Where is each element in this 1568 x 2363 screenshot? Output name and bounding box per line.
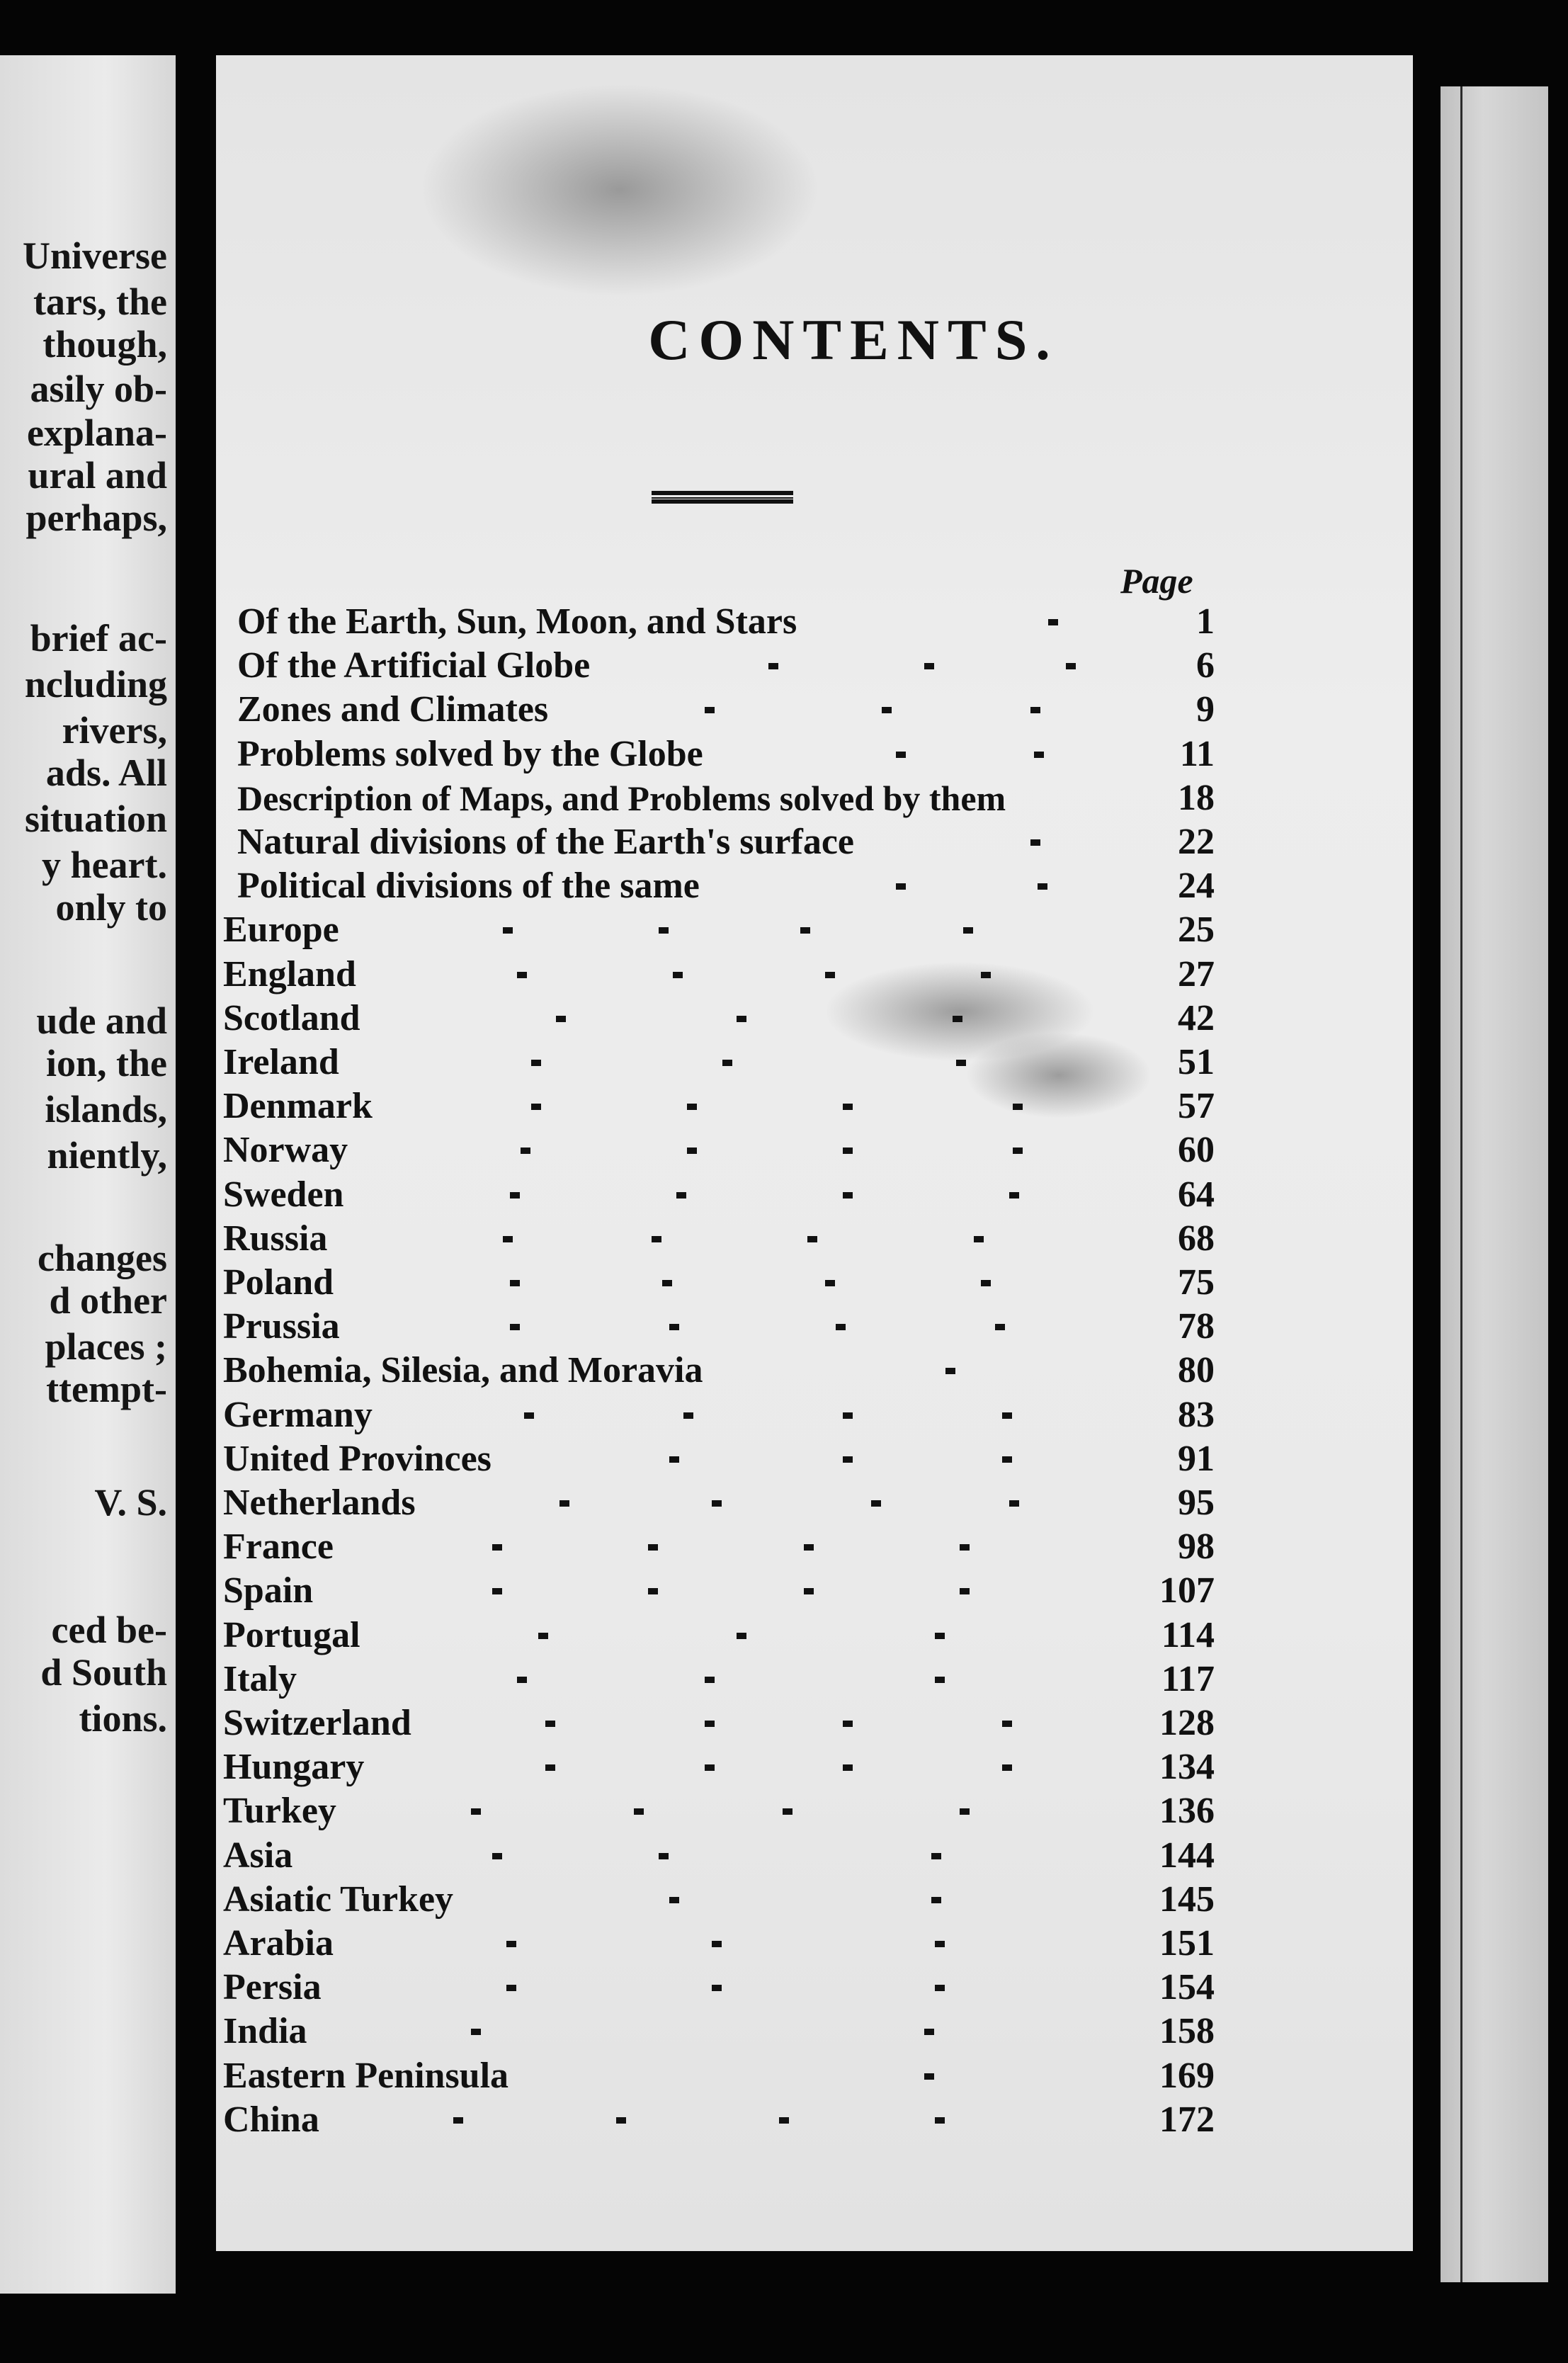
toc-entry-page-number: 145	[1159, 1878, 1215, 1920]
leader-dash	[836, 1324, 846, 1330]
toc-entry-page-number: 80	[1178, 1350, 1215, 1391]
leader-dash	[556, 1016, 566, 1022]
leader-dash	[768, 663, 778, 669]
leader-dash	[1009, 1500, 1019, 1507]
leader-dash	[981, 972, 991, 978]
toc-entry	[216, 1835, 1413, 1877]
toc-entry-page-number: 75	[1178, 1262, 1215, 1303]
toc-entry-title: England	[223, 953, 356, 994]
left-page-text-line: changes	[37, 1237, 167, 1279]
toc-entry-page-number: 24	[1178, 866, 1215, 907]
toc-entry-title: Denmark	[223, 1086, 373, 1127]
toc-entry-title: Hungary	[223, 1747, 365, 1788]
leader-dash	[510, 1192, 520, 1198]
leader-dash	[935, 1941, 945, 1947]
toc-entry-page-number: 114	[1161, 1614, 1215, 1655]
toc-entry-title: Problems solved by the Globe	[237, 733, 703, 774]
left-facing-page	[0, 55, 176, 2294]
leader-dash	[634, 1808, 644, 1815]
toc-entry	[216, 953, 1413, 996]
left-page-text-line: d other	[49, 1279, 167, 1322]
toc-entry-title: Norway	[223, 1130, 348, 1171]
leader-dash	[545, 1764, 555, 1771]
toc-entry-title: India	[223, 2011, 307, 2052]
toc-entry-page-number: 151	[1159, 1923, 1215, 1964]
left-page-text-line: ural and	[28, 454, 167, 497]
leader-dash	[524, 1412, 534, 1419]
leader-dash	[960, 1808, 970, 1815]
toc-entry-page-number: 134	[1159, 1747, 1215, 1788]
leader-dash	[669, 1456, 679, 1463]
toc-entry-title: Political divisions of the same	[237, 866, 700, 907]
leader-dash	[843, 1764, 853, 1771]
leader-dash	[669, 1897, 679, 1903]
leader-dash	[779, 2117, 789, 2124]
toc-entry-title: Germany	[223, 1394, 373, 1435]
toc-entry-title: Europe	[223, 910, 339, 951]
toc-entry	[216, 909, 1413, 951]
toc-entry-page-number: 11	[1179, 733, 1215, 774]
leader-dash	[1038, 883, 1047, 890]
leader-dash	[683, 1412, 693, 1419]
toc-entry-title: Bohemia, Silesia, and Moravia	[223, 1350, 703, 1391]
toc-entry	[216, 1526, 1413, 1568]
leader-dash	[1013, 1104, 1023, 1110]
toc-entry-page-number: 144	[1159, 1835, 1215, 1876]
toc-entry-title: Poland	[223, 1262, 334, 1303]
left-page-text-line: ude and	[36, 999, 167, 1042]
left-page-text-line: d South	[40, 1651, 167, 1694]
toc-entry-page-number: 6	[1196, 645, 1215, 686]
toc-entry-page-number: 60	[1178, 1130, 1215, 1171]
toc-entry-page-number: 22	[1178, 822, 1215, 862]
toc-entry-page-number: 107	[1159, 1570, 1215, 1611]
leader-dash	[931, 1853, 941, 1859]
left-page-text-line: perhaps,	[25, 497, 167, 539]
toc-entry-title: Switzerland	[223, 1703, 411, 1743]
toc-entry	[216, 2099, 1413, 2141]
leader-dash	[800, 927, 810, 934]
leader-dash	[676, 1192, 686, 1198]
toc-entry-title: United Provinces	[223, 1438, 492, 1479]
left-page-text-line: islands,	[45, 1088, 167, 1130]
toc-entry	[216, 2055, 1413, 2097]
leader-dash	[1002, 1764, 1012, 1771]
leader-dash	[843, 1192, 853, 1198]
leader-dash	[843, 1104, 853, 1110]
leader-dash	[924, 2073, 934, 2080]
toc-entry-page-number: 57	[1178, 1086, 1215, 1127]
leader-dash	[924, 663, 934, 669]
leader-dash	[935, 2117, 945, 2124]
left-page-text-line: places ;	[45, 1325, 167, 1368]
toc-entry-title: Turkey	[223, 1791, 336, 1832]
leader-dash	[1030, 839, 1040, 846]
left-page-text-line: explana-	[26, 412, 167, 454]
toc-entry	[216, 865, 1413, 907]
leader-dash	[843, 1412, 853, 1419]
toc-entry	[216, 1614, 1413, 1657]
toc-entry	[216, 1878, 1413, 1921]
title-rule	[652, 491, 793, 504]
leader-dash	[995, 1324, 1005, 1330]
leader-dash	[510, 1280, 520, 1286]
toc-entry	[216, 1966, 1413, 2009]
toc-entry-title: Description of Maps, and Problems solved by them	[237, 778, 1006, 818]
leader-dash	[956, 1060, 966, 1066]
toc-entry	[216, 1262, 1413, 1304]
leader-dash	[804, 1544, 814, 1551]
leader-dash	[825, 972, 835, 978]
toc-entry-title: Of the Earth, Sun, Moon, and Stars	[237, 601, 797, 642]
toc-entry	[216, 1482, 1413, 1524]
leader-dash	[737, 1633, 746, 1639]
leader-dash	[1009, 1192, 1019, 1198]
leader-dash	[924, 2029, 934, 2035]
toc-entry-page-number: 98	[1178, 1526, 1215, 1568]
toc-entry	[216, 821, 1413, 863]
leader-dash	[1048, 619, 1058, 625]
toc-entry-title: Ireland	[223, 1042, 339, 1082]
toc-entry-title: Portugal	[223, 1614, 360, 1655]
leader-dash	[843, 1456, 853, 1463]
leader-dash	[804, 1588, 814, 1594]
leader-dash	[453, 2117, 463, 2124]
leader-dash	[712, 1500, 722, 1507]
leader-dash	[843, 1721, 853, 1727]
leader-dash	[712, 1985, 722, 1991]
toc-entry-title: Asiatic Turkey	[223, 1878, 454, 1920]
leader-dash	[1002, 1721, 1012, 1727]
left-page-text-line: situation	[24, 798, 167, 840]
leader-dash	[517, 972, 527, 978]
toc-entry-page-number: 169	[1159, 2055, 1215, 2096]
leader-dash	[559, 1500, 569, 1507]
toc-entry	[216, 1438, 1413, 1480]
left-page-text-line: though,	[42, 323, 167, 366]
leader-dash	[538, 1633, 548, 1639]
leader-dash	[1002, 1456, 1012, 1463]
toc-entry-title: Zones and Climates	[237, 689, 549, 730]
leader-dash	[521, 1148, 530, 1154]
left-page-text-line: ced be-	[51, 1609, 167, 1651]
leader-dash	[960, 1588, 970, 1594]
toc-entry-page-number: 25	[1178, 910, 1215, 951]
leader-dash	[737, 1016, 746, 1022]
leader-dash	[705, 707, 715, 713]
next-page-edge	[1441, 86, 1548, 2282]
toc-entry	[216, 1570, 1413, 1612]
toc-entry-title: Scotland	[223, 997, 360, 1038]
leader-dash	[1034, 752, 1044, 758]
toc-entry-page-number: 172	[1159, 2099, 1215, 2140]
toc-entry-title: France	[223, 1526, 334, 1568]
leader-dash	[825, 1280, 835, 1286]
leader-dash	[517, 1677, 527, 1683]
left-page-text-line: rivers,	[62, 709, 167, 752]
toc-entry	[216, 1218, 1413, 1260]
leader-dash	[953, 1016, 962, 1022]
toc-entry	[216, 2010, 1413, 2053]
leader-dash	[659, 927, 669, 934]
toc-entry-title: Netherlands	[223, 1483, 416, 1523]
left-page-text-line: Universe	[23, 234, 167, 277]
leader-dash	[981, 1280, 991, 1286]
toc-entry-page-number: 1	[1196, 601, 1215, 642]
leader-dash	[712, 1941, 722, 1947]
page-column-heading: Page	[1120, 561, 1193, 601]
toc-entry	[216, 1129, 1413, 1172]
page-title: CONTENTS.	[648, 307, 1059, 372]
toc-entry-page-number: 158	[1159, 2011, 1215, 2052]
leader-dash	[705, 1677, 715, 1683]
leader-dash	[871, 1500, 881, 1507]
leader-dash	[545, 1721, 555, 1727]
toc-entry-page-number: 136	[1159, 1791, 1215, 1832]
leader-dash	[687, 1104, 697, 1110]
toc-entry	[216, 1305, 1413, 1348]
leader-dash	[896, 752, 906, 758]
toc-entry-page-number: 78	[1178, 1306, 1215, 1347]
toc-entry	[216, 1746, 1413, 1789]
leader-dash	[510, 1324, 520, 1330]
left-page-text-line: tions.	[79, 1697, 167, 1740]
toc-entry-title: Italy	[223, 1658, 297, 1699]
leader-dash	[807, 1236, 817, 1242]
leader-dash	[963, 927, 973, 934]
leader-dash	[531, 1060, 541, 1066]
toc-entry-title: Arabia	[223, 1923, 334, 1964]
leader-dash	[843, 1148, 853, 1154]
leader-dash	[652, 1236, 661, 1242]
toc-entry-page-number: 42	[1178, 997, 1215, 1038]
toc-entry-page-number: 9	[1196, 689, 1215, 730]
leader-dash	[503, 1236, 513, 1242]
leader-dash	[492, 1853, 502, 1859]
toc-entry-title: Asia	[223, 1835, 293, 1876]
leader-dash	[471, 2029, 481, 2035]
leader-dash	[960, 1544, 970, 1551]
toc-entry	[216, 1922, 1413, 1965]
toc-entry-title: Of the Artificial Globe	[237, 645, 591, 686]
toc-entry	[216, 601, 1413, 643]
toc-entry-title: Spain	[223, 1570, 314, 1611]
toc-entry-page-number: 128	[1159, 1703, 1215, 1743]
toc-entry	[216, 645, 1413, 687]
toc-entry	[216, 1394, 1413, 1436]
toc-entry-title: Eastern Peninsula	[223, 2055, 509, 2096]
toc-entry-title: Prussia	[223, 1306, 340, 1347]
contents-page	[216, 55, 1413, 2251]
toc-entry-title: Persia	[223, 1967, 322, 2008]
toc-entry-page-number: 68	[1178, 1218, 1215, 1259]
leader-dash	[1030, 707, 1040, 713]
leader-dash	[974, 1236, 984, 1242]
leader-dash	[492, 1544, 502, 1551]
left-page-text-line: V. S.	[94, 1481, 167, 1524]
toc-entry	[216, 1702, 1413, 1745]
leader-dash	[1066, 663, 1076, 669]
leader-dash	[931, 1897, 941, 1903]
left-page-text-line: asily ob-	[30, 368, 167, 410]
toc-entry-page-number: 83	[1178, 1394, 1215, 1435]
leader-dash	[882, 707, 892, 713]
leader-dash	[1013, 1148, 1023, 1154]
leader-dash	[935, 1677, 945, 1683]
toc-entry-page-number: 51	[1178, 1042, 1215, 1082]
leader-dash	[945, 1368, 955, 1374]
leader-dash	[659, 1853, 669, 1859]
toc-entry	[216, 733, 1413, 776]
left-page-text-line: y heart.	[42, 844, 167, 886]
left-page-text-line: tars, the	[33, 280, 167, 323]
toc-entry-page-number: 27	[1178, 953, 1215, 994]
left-page-text-line: brief ac-	[30, 617, 167, 659]
toc-entry	[216, 1658, 1413, 1701]
leader-dash	[492, 1588, 502, 1594]
leader-dash	[673, 972, 683, 978]
toc-entry	[216, 688, 1413, 731]
left-page-text-line: ads. All	[45, 752, 167, 794]
toc-entry-page-number: 18	[1178, 777, 1215, 818]
leader-dash	[506, 1985, 516, 1991]
leader-dash	[531, 1104, 541, 1110]
leader-dash	[506, 1941, 516, 1947]
left-page-text-line: niently,	[47, 1134, 167, 1177]
toc-entry	[216, 1041, 1413, 1084]
toc-entry-page-number: 154	[1159, 1967, 1215, 2008]
toc-entry-page-number: 117	[1161, 1658, 1215, 1699]
leader-dash	[722, 1060, 732, 1066]
toc-entry-title: Sweden	[223, 1174, 344, 1215]
ink-stain	[421, 84, 818, 296]
toc-entry	[216, 997, 1413, 1040]
leader-dash	[1002, 1412, 1012, 1419]
toc-entry-title: Russia	[223, 1218, 328, 1259]
leader-dash	[935, 1633, 945, 1639]
leader-dash	[705, 1764, 715, 1771]
leader-dash	[648, 1588, 658, 1594]
leader-dash	[896, 883, 906, 890]
left-page-text-line: ion, the	[45, 1042, 167, 1084]
toc-entry	[216, 1349, 1413, 1392]
leader-dash	[616, 2117, 626, 2124]
leader-dash	[503, 927, 513, 934]
toc-entry-page-number: 64	[1178, 1174, 1215, 1215]
leader-dash	[471, 1808, 481, 1815]
leader-dash	[669, 1324, 679, 1330]
toc-entry-page-number: 91	[1178, 1438, 1215, 1479]
leader-dash	[783, 1808, 792, 1815]
leader-dash	[935, 1985, 945, 1991]
toc-entry	[216, 777, 1413, 820]
leader-dash	[687, 1148, 697, 1154]
left-page-text-line: only to	[55, 886, 167, 929]
leader-dash	[662, 1280, 672, 1286]
leader-dash	[705, 1721, 715, 1727]
page-edge-line	[1460, 86, 1462, 2282]
toc-entry-page-number: 95	[1178, 1483, 1215, 1523]
left-page-text-line: ncluding	[24, 663, 167, 706]
leader-dash	[648, 1544, 658, 1551]
toc-entry	[216, 1174, 1413, 1216]
left-page-text-line: ttempt-	[46, 1368, 167, 1410]
toc-entry-title: Natural divisions of the Earth's surface	[237, 822, 854, 862]
toc-entry	[216, 1085, 1413, 1128]
toc-entry	[216, 1790, 1413, 1832]
toc-entry-title: China	[223, 2099, 319, 2140]
